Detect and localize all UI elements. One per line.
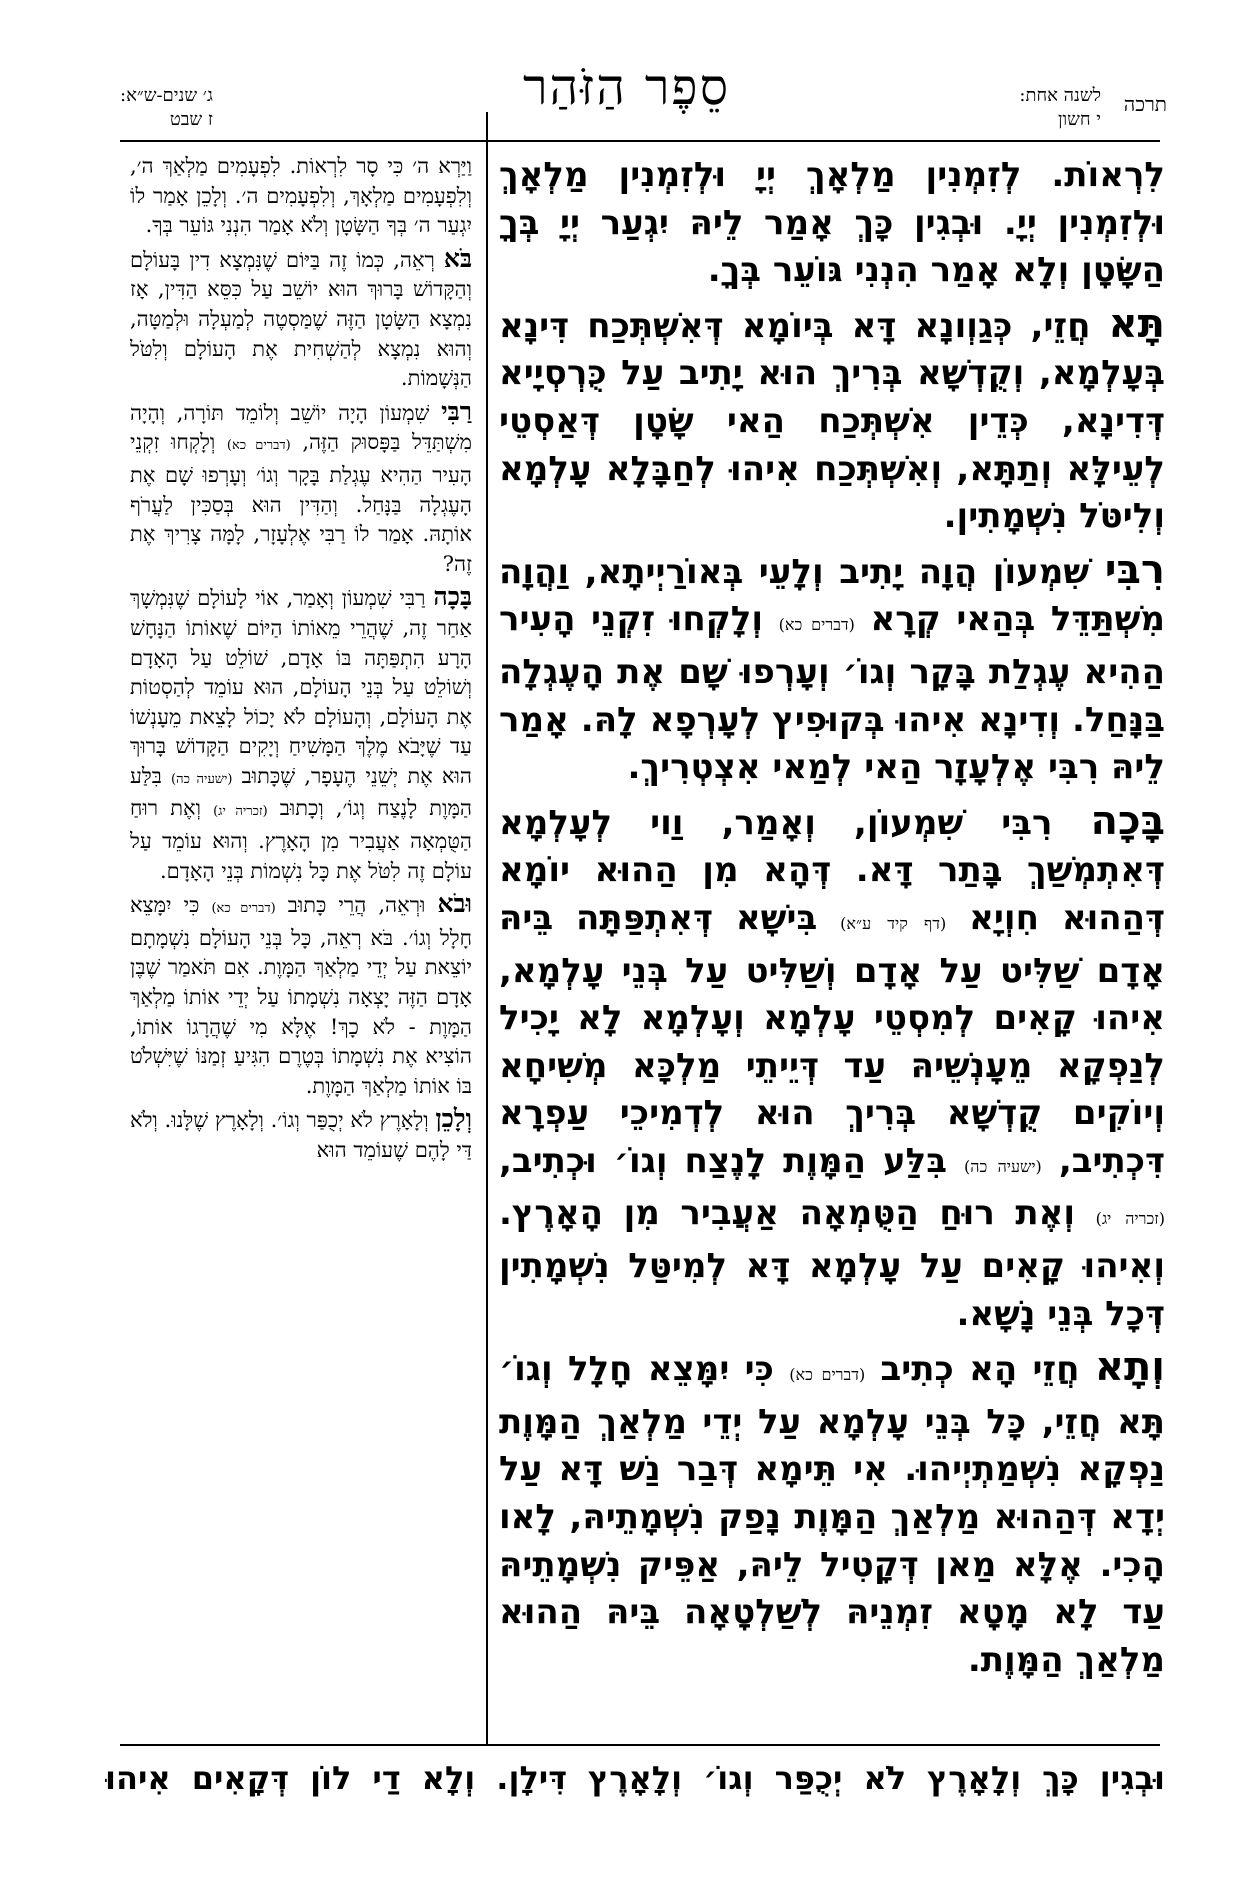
main-text: וְלָקְחוּ זִקְנֵי הָעִיר הַהִיא עֶגְלַת בָּקָר וְגוֹ׳ וְעָרְפוּ שָׁם אֶת הָעֶגְלָה בַּנָּחַל. וְדִינָא אִיהוּ בְּקוּפִיץ לְעָרְפָא לָהּ. אָמַר לֵיהּ רִבִּי אֶלְעָזָר הַאי לְמַאי אִצְטְרִיךְ. xyxy=(499,599,1165,788)
translation-text: וּרְאֵה, הֲרֵי כָּתוּב xyxy=(275,893,438,918)
translation-text: רַבִּי שִׁמְעוֹן וְאָמַר, אוֹי לָעוֹלָם שֶׁנִּמְשָׁךְ אַחַר זֶה, שֶׁהֲרֵי מֵאוֹתוֹ הַיּוֹם שֶׁאוֹתוֹ הַנָּחָשׁ הָרָע הִתְפַּתָּה בּוֹ אָדָם, שׁוֹלֵט עַל הָאָדָם וְשׁוֹלֵט עַל בְּנֵי הָעוֹלָם, הוּא עוֹמֵד לְהַסְטוֹת אֶת הָעוֹלָם, וְהָעוֹלָם לֹא יָכוֹל לָצֵאת מֵעָנְשׁוֹ עַד שֶׁיָּבֹא מֶלֶךְ הַמָּשִׁיחַ וְיָקִים הַקָּדוֹשׁ בָּרוּךְ הוּא אֶת יְשֵׁנֵי הֶעָפָר, שֶׁכָּתוּב xyxy=(130,586,472,788)
source-citation: (ישעיה כה) xyxy=(964,1156,1042,1176)
translation-paragraph xyxy=(130,397,472,580)
translation-paragraph xyxy=(130,152,472,241)
opening-word: וְתָא xyxy=(1094,1344,1165,1391)
opening-word: בָּכָה xyxy=(1090,797,1165,844)
source-citation: (דברים כא) xyxy=(789,1365,866,1385)
main-text: בִּישָׁא דְּאִתְפַּתָּה בֵּיהּ אָדָם שַׁלִּיט עַל אָדָם וְשַׁלִּיט עַל בְּנֵי עָלְמָא, אִיהוּ קָאִים לְמִסְטֵי עָלְמָא וְעָלְמָא לָא יָכִיל לְנַפְקָא מֵעָנְשֵׁיהּ עַד דְּיֵיתֵי מַלְכָּא מְשִׁיחָא וְיוֹקִים קֻדְשָׁא בְּרִיךְ הוּא לְדְמִיכֵי עַפְרָא דִּכְתִיב, xyxy=(499,897,1165,1181)
opening-word: רִבִּי xyxy=(1104,546,1165,593)
translation-text: וַיַּרְא ה׳ כִּי סָר לִרְאוֹת. לִפְעָמִים מַלְאַךְ ה׳, וְלִפְעָמִים מַלְאָךְ, וְלִפְעָמִים ה׳. וְלָכֵן אָמַר לוֹ יִגְעַר ה׳ בְּךָ הַשָּׂטָן וְלֹא אָמַר הִנְנִי גּוֹעֵר בְּךָ. xyxy=(130,154,472,238)
header-right-line1: לשנה אחת: xyxy=(1019,85,1101,106)
translation-text: רְאֵה, כְּמוֹ זֶה בַּיּוֹם שֶׁנִּמְצָא דִין בָּעוֹלָם וְהַקָּדוֹשׁ בָּרוּךְ הוּא יוֹשֵׁב עַל כִּסֵּא הַדִּין, אָז נִמְצָא הַשָּׂטָן הַזֶּה שֶׁמַּסְטֶה לְמַעְלָה וּלְמַטָּה, וְהוּא נִמְצָא לְהַשְׁחִית אֶת הָעוֹלָם וְלִטֹּל הַנְּשָׁמוֹת. xyxy=(130,247,472,391)
opening-word: בָּכָה xyxy=(433,582,472,612)
opening-word: וְלָכֵן xyxy=(435,1104,472,1134)
main-paragraph xyxy=(499,798,1165,1339)
main-text: לִרְאוֹת. לְזִמְנִין מַלְאָךְ יְיָ וּלְזִמְנִין מַלְאָךְ וּלְזִמְנִין יְיָ. וּבְגִין כָּךְ אָמַר לֵיהּ יִגְעַר יְיָ בְּךָ הַשָּׂטָן וְלָא אָמַר הִנְנִי גּוֹעֵר בְּךָ. xyxy=(499,155,1165,291)
translation-text: וְלָאָרֶץ לֹא יְכֻפַּר וְגוֹ׳. וְלָאָרֶץ שֶׁלָּנוּ. וְלֹא דַּי לָהֶם שֶׁעוֹמֵד הוּא xyxy=(130,1108,472,1162)
translation-text: וְאֶת רוּחַ הַטֻּמְאָה אַעֲבִיר מִן הָאָרֶץ. וְהוּא עוֹמֵד עַל עוֹלָם זֶה לִטֹּל אֶת כָּל נִשְׁמוֹת בְּנֵי הָאָדָם. xyxy=(130,796,472,883)
header-left-note xyxy=(120,84,213,132)
page-reference: (דף קיד ע״א) xyxy=(840,913,947,933)
source-citation: (דברים כא) xyxy=(211,901,276,917)
header-left-line2: ז שבט xyxy=(169,109,213,130)
source-citation: (זכריה יג) xyxy=(1095,1209,1165,1229)
source-citation: (דברים כא) xyxy=(778,615,855,635)
book-title: סֵפֶר הַזֹּהַר xyxy=(522,58,731,116)
source-citation: (דברים כא) xyxy=(226,438,291,454)
main-text: כִּי יִמָּצֵא חָלָל וְגוֹ׳ תָּא חֲזֵי, כָּל בְּנֵי עָלְמָא עַל יְדֵי מַלְאַךְ הַמָּוֶת נַפְקָא נִשְׁמַתְיְיהוּ. אִי תֵּימָא דְּבַר נַשׁ דָּא עַל יְדָא דְּהַהוּא מַלְאַךְ הַמָּוֶת נָפַק נִשְׁמָתֵיהּ, לָאו הָכִי. אֶלָּא מַאן דְּקָטִיל לֵיהּ, אַפֵּיק נִשְׁמָתֵיהּ עַד לָא מָטָא זִמְנֵיהּ לְשַׁלְטָאָה בֵּיהּ הַהוּא מַלְאַךְ הַמָּוֶת. xyxy=(499,1349,1165,1680)
continuation-line: וּבְגִין כָּךְ וְלָאָרֶץ לֹא יְכֻפַּר וְגוֹ׳ וְלָאָרֶץ דִּילָן. וְלָא דַי לוֹן דְּקָאִים אִיהוּ xyxy=(105,1759,1165,1797)
translation-text: כִּי יִמָּצֵא חָלָל וְגוֹ׳. בֹּא רְאֵה, כָּל בְּנֵי הָעוֹלָם נִשְׁמָתָם יוֹצֵאת עַל יְדֵי מַלְאַךְ הַמָּוֶת. אִם תֹּאמַר שֶׁבֶּן אָדָם הַזֶּה יָצְאָה נִשְׁמָתוֹ עַל יְדֵי אוֹתוֹ מַלְאַךְ הַמָּוֶת - לֹא כָךְ! אֶלָּא מִי שֶׁהֲרָגוֹ אוֹתוֹ, הוֹצִיא אֶת נִשְׁמָתוֹ בְּטֶרֶם הִגִּיעַ זְמַנּוֹ שֶׁיִּשְׁלֹט בּוֹ אוֹתוֹ מַלְאַךְ הַמָּוֶת. xyxy=(130,893,472,1098)
opening-word: בֹּא xyxy=(443,243,472,273)
opening-word: וּבֹא xyxy=(437,889,472,919)
column-divider xyxy=(486,112,488,1744)
main-text: חֲזֵי, כְּגַוְונָא דָּא בְּיוֹמָא דְּאִשְׁתְּכַח דִּינָא בְּעָלְמָא, וְקֻדְשָׁא בְּרִיךְ הוּא יָתִיב עַל כֻּרְסְיָיא דְּדִינָא, כְּדֵין אִשְׁתְּכַח הַאי שָׂטָן דְּאַסְטֵי לְעֵילָּא וְתַתָּא, וְאִשְׁתְּכַח אִיהוּ לְחַבָּלָא עָלְמָא וְלִיטֹּל נִשְׁמָתִין. xyxy=(499,305,1165,537)
main-paragraph xyxy=(499,1344,1165,1684)
header-left-line1: ג׳ שנים-ש״א: xyxy=(120,85,213,106)
main-text-column xyxy=(499,152,1165,1740)
translation-paragraph xyxy=(130,889,472,1101)
opening-word: רַבִּי xyxy=(441,396,472,426)
footer-rule xyxy=(120,1744,1160,1746)
main-text: שִׁמְעוֹן הֲוָה יָתִיב וְלָעֵי בְּאוֹרַיְיתָא, וַהֲוָה מִשְׁתַּדֵּל בְּהַאי קְרָא xyxy=(499,551,1165,640)
translation-text: וְלָקְחוּ זִקְנֵי הָעִיר הַהִיא עֶגְלַת בָּקָר וְגוֹ׳ וְעָרְפוּ שָׁם אֶת הָעֶגְלָה בַּנָּחַל. וְהַדִּין הוּא בְּסַכִּין לַעֲרֹף אוֹתָהּ. אָמַר לוֹ רַבִּי אֶלְעָזָר, לָמָּה צָרִיךְ אֶת זֶה? xyxy=(130,430,472,576)
header-right-line2: י חשון xyxy=(1057,109,1101,130)
translation-paragraph xyxy=(130,582,472,886)
main-paragraph xyxy=(499,547,1165,792)
translation-text: בִּלַּע הַמָּוֶת לָנֶצַח וְגוֹ׳, וְכָתוּב xyxy=(130,763,472,821)
translation-text: שִׁמְעוֹן הָיָה יוֹשֵׁב וְלוֹמֵד תּוֹרָה, וְהָיָה מִשְׁתַּדֵּל בַּפָּסוּק הַזֶּה, xyxy=(130,400,472,455)
main-text: רִבִּי שִׁמְעוֹן, וְאָמַר, וַוי לְעָלְמָא דְּאִתְמְשַׁךְ בָּתַר דָּא. דְּהָא מִן הַהוּא יוֹמָא דְּהַהוּא חִוְיָא xyxy=(499,802,1165,938)
main-text: וְאֶת רוּחַ הַטֻּמְאָה אַעֲבִיר מִן הָאָרֶץ. וְאִיהוּ קָאִים עַל עָלְמָא דָּא לְמִיטַּל נִשְׁמָתִין דְּכָל בְּנֵי נָשָׁא. xyxy=(499,1193,1165,1334)
main-text: חֲזֵי הָא כְתִיב xyxy=(865,1349,1095,1390)
main-text: בִּלַּע הַמָּוֶת לָנֶצַח וְגוֹ׳ וּכְתִיב, xyxy=(499,1140,965,1181)
main-paragraph xyxy=(499,301,1165,541)
opening-word: תָּא xyxy=(1108,300,1165,347)
translation-paragraph xyxy=(130,244,472,394)
source-citation: (ישעיה כה) xyxy=(171,771,233,787)
translation-paragraph xyxy=(130,1104,472,1165)
source-citation: (זכריה יג) xyxy=(213,804,268,820)
translation-column xyxy=(130,152,472,1740)
page-number: תרכה xyxy=(1123,92,1167,116)
main-paragraph xyxy=(499,152,1165,295)
header-rule xyxy=(120,140,1160,142)
